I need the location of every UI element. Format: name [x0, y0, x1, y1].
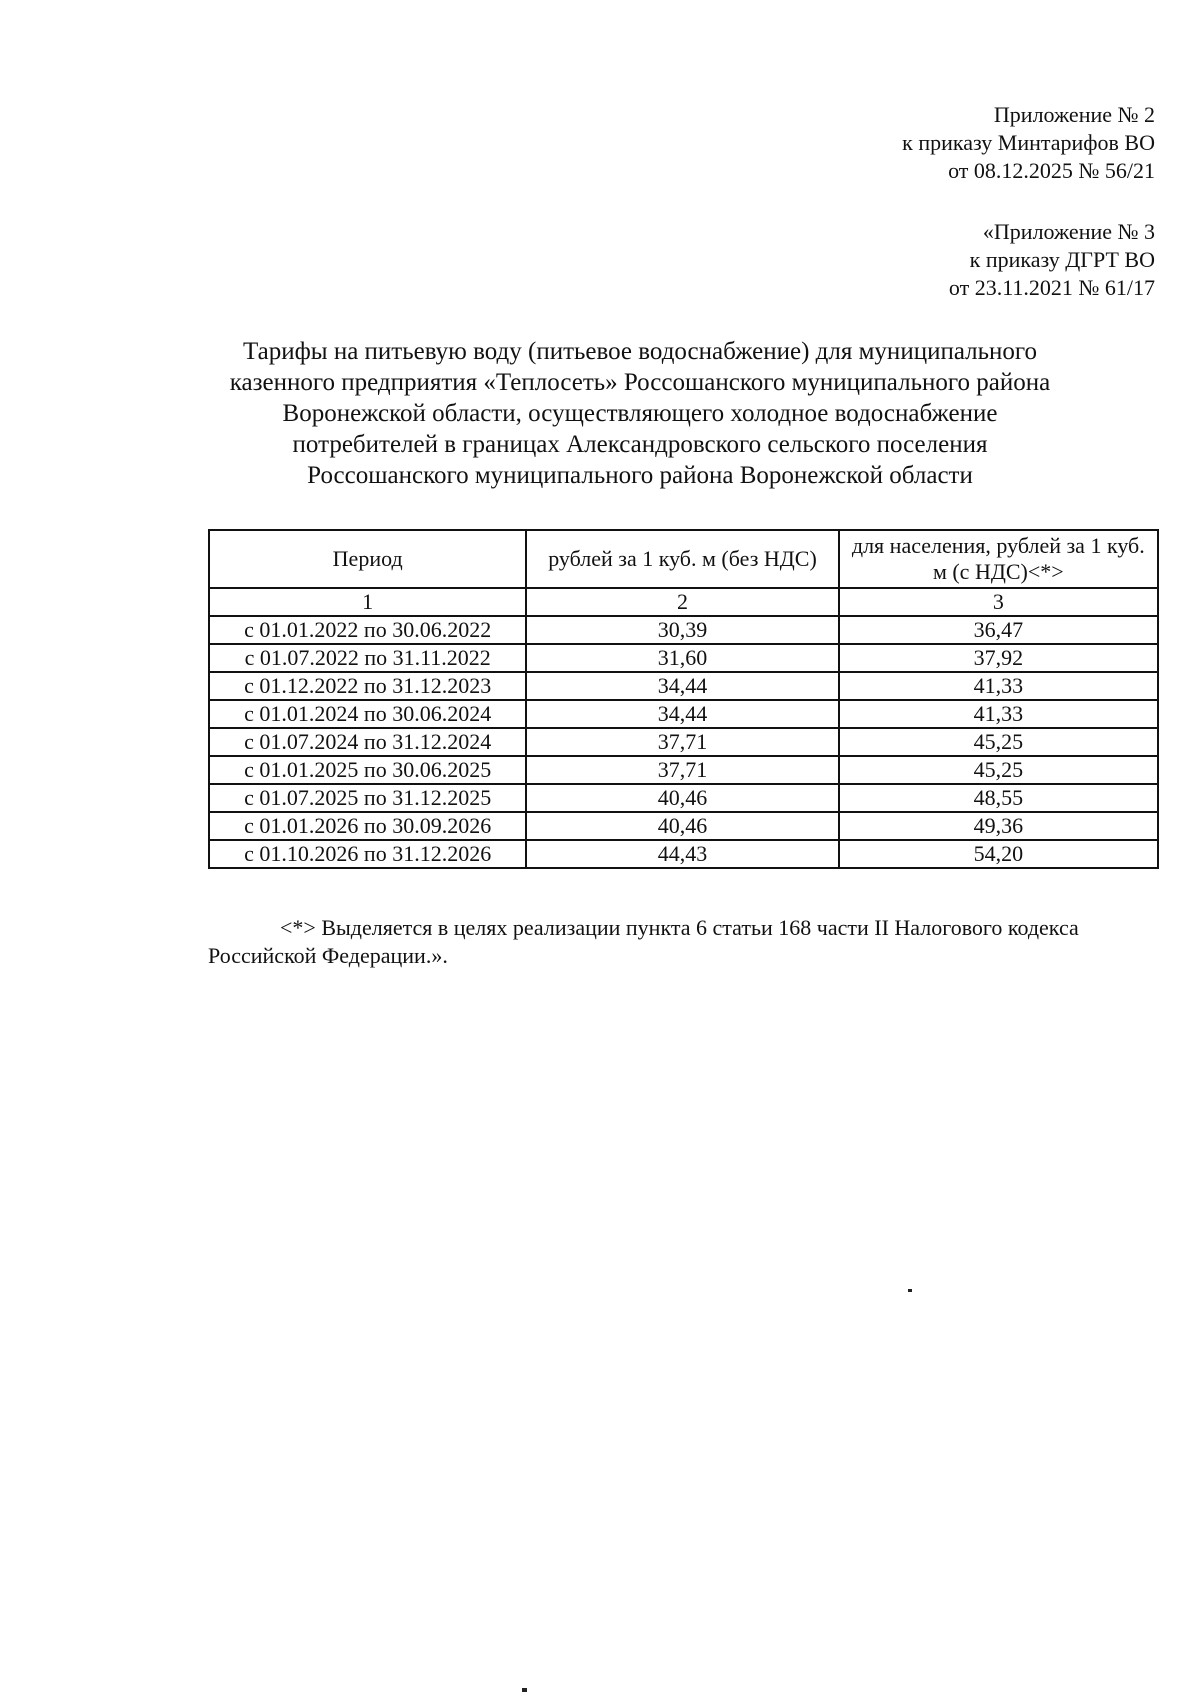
title-line: Тарифы на питьевую воду (питьевое водоснабжение) для муниципального: [242, 338, 1038, 365]
cell-population: 54,20: [839, 840, 1158, 868]
table-row: [209, 784, 1158, 812]
cell-period: с 01.10.2026 по 31.12.2026: [209, 840, 526, 868]
table-row: [209, 616, 1158, 644]
cell-no-vat: 44,43: [526, 840, 838, 868]
approval-line: Приложение № 2: [993, 102, 1155, 127]
cell-no-vat: 31,60: [526, 644, 838, 672]
scan-speck: [908, 1289, 912, 1292]
cell-population: 45,25: [839, 756, 1158, 784]
table-row: [209, 756, 1158, 784]
approval-line: «Приложение № 3: [982, 219, 1155, 244]
cell-period: с 01.07.2022 по 31.11.2022: [209, 644, 526, 672]
header-no-vat: рублей за 1 куб. м (без НДС): [526, 530, 838, 588]
cell-period: с 01.01.2026 по 30.09.2026: [209, 812, 526, 840]
approval-line: от 08.12.2025 № 56/21: [948, 158, 1155, 183]
cell-population: 36,47: [839, 616, 1158, 644]
cell-population: 41,33: [839, 700, 1158, 728]
cell-period: с 01.12.2022 по 31.12.2023: [209, 672, 526, 700]
scan-speck: [522, 1688, 527, 1692]
cell-no-vat: 37,71: [526, 756, 838, 784]
cell-no-vat: 34,44: [526, 672, 838, 700]
cell-population: 48,55: [839, 784, 1158, 812]
footnote: <*> Выделяется в целях реализации пункта 6 статьи 168 части II Налогового кодекса Российской Федерации.».: [208, 915, 1079, 968]
cell-no-vat: 40,46: [526, 812, 838, 840]
cell-period: с 01.07.2024 по 31.12.2024: [209, 728, 526, 756]
column-number: 2: [526, 588, 838, 616]
approval-block-current: [902, 101, 1155, 185]
cell-no-vat: 34,44: [526, 700, 838, 728]
table-row: [209, 840, 1158, 868]
title-line: потребителей в границах Александровского сельского поселения: [292, 431, 988, 458]
approval-block-original: [949, 218, 1155, 302]
title-line: казенного предприятия «Теплосеть» Россошанского муниципального района: [229, 369, 1051, 396]
cell-period: с 01.01.2022 по 30.06.2022: [209, 616, 526, 644]
cell-population: 49,36: [839, 812, 1158, 840]
document-title: [160, 336, 1120, 491]
table-header-row: [209, 530, 1158, 588]
cell-population: 41,33: [839, 672, 1158, 700]
cell-no-vat: 37,71: [526, 728, 838, 756]
table-row: [209, 672, 1158, 700]
header-population: для населения, рублей за 1 куб. м (с НДС)<*>: [839, 530, 1158, 588]
cell-period: с 01.01.2024 по 30.06.2024: [209, 700, 526, 728]
table-row: [209, 812, 1158, 840]
table-row: [209, 644, 1158, 672]
cell-population: 45,25: [839, 728, 1158, 756]
title-line: Россошанского муниципального района Воронежской области: [307, 462, 973, 489]
cell-population: 37,92: [839, 644, 1158, 672]
column-number: 3: [839, 588, 1158, 616]
cell-no-vat: 30,39: [526, 616, 838, 644]
cell-no-vat: 40,46: [526, 784, 838, 812]
approval-line: к приказу Минтарифов ВО: [902, 130, 1155, 155]
title-line: Воронежской области, осуществляющего холодное водоснабжение: [282, 400, 998, 427]
cell-period: с 01.01.2025 по 30.06.2025: [209, 756, 526, 784]
column-number: 1: [209, 588, 526, 616]
approval-line: к приказу ДГРТ ВО: [969, 247, 1155, 272]
column-number-row: [209, 588, 1158, 616]
header-period: Период: [209, 530, 526, 588]
table-row: [209, 700, 1158, 728]
tariff-table: [208, 529, 1159, 869]
cell-period: с 01.07.2025 по 31.12.2025: [209, 784, 526, 812]
approval-line: от 23.11.2021 № 61/17: [948, 275, 1155, 300]
table-row: [209, 728, 1158, 756]
